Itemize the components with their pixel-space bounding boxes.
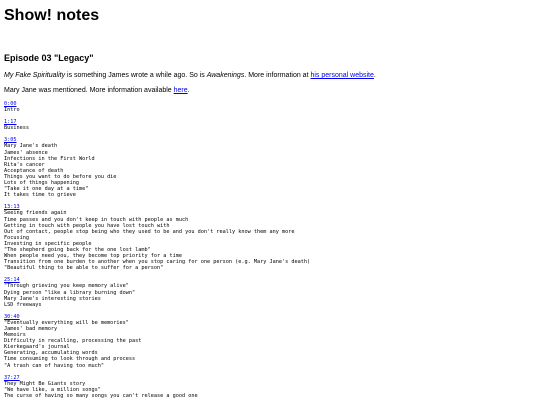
- intro-text-2: . More information at: [244, 72, 311, 79]
- note-line: Out of contact, people stop being who they used to be and you don't really know them any more: [4, 228, 295, 235]
- notes-section: [4, 137, 536, 198]
- note-line: Memoirs: [4, 332, 26, 339]
- timestamp-link[interactable]: 13:13: [4, 204, 20, 211]
- timestamp-link[interactable]: 3:05: [4, 137, 17, 144]
- timestamp-link[interactable]: 37:27: [4, 374, 20, 381]
- note-line: Things you want to do before you die: [4, 173, 117, 180]
- note-line: "Beautiful thing to be able to suffer for a person": [4, 265, 164, 272]
- intro-title-1: My Fake Spirituality: [4, 72, 66, 79]
- notes-section: [4, 119, 536, 131]
- note-line: Time passes and you don't keep in touch with people as much: [4, 216, 189, 223]
- note-line: It takes time to grieve: [4, 192, 76, 199]
- timestamp-link[interactable]: 0:00: [4, 101, 17, 107]
- note-line: Generating, accumulating words: [4, 350, 98, 357]
- note-line: "Through grieving you keep memory alive": [4, 283, 129, 290]
- mary-text-1: Mary Jane was mentioned. More information available: [4, 87, 174, 94]
- note-line: Mary Jane's interesting stories: [4, 295, 101, 302]
- notes-section: [4, 277, 536, 307]
- timestamp-link[interactable]: 30:40: [4, 313, 20, 320]
- timestamp-link[interactable]: 1:17: [4, 119, 17, 126]
- intro-title-2: Awakenings: [206, 72, 245, 79]
- mary-jane-link[interactable]: here: [173, 87, 188, 94]
- note-line: Intro: [4, 107, 20, 114]
- note-line: "Eventually everything will be memories": [4, 319, 129, 326]
- note-line: Investing in specific people: [4, 240, 92, 247]
- note-line: Rita's cancer: [4, 161, 45, 168]
- note-line: LSD freeways: [4, 301, 42, 308]
- timestamp-sections: [4, 101, 536, 399]
- note-line: Lots of things happening: [4, 180, 79, 187]
- page-title: Show! notes: [4, 7, 100, 24]
- notes-section: [4, 314, 536, 369]
- note-line: When people need you, they become top priority for a time: [4, 253, 183, 260]
- note-line: The curse of having so many songs you can't release a good one: [4, 392, 198, 399]
- note-line: Dying person "like a library burning down": [4, 289, 136, 296]
- personal-website-link[interactable]: his personal website: [310, 72, 374, 79]
- note-line: "A trash can of having too much": [4, 362, 104, 369]
- note-line: Seeing friends again: [4, 210, 67, 217]
- note-line: "We have like, a million songs": [4, 386, 101, 393]
- note-line: Difficulty in recalling, processing the past: [4, 338, 142, 345]
- episode-intro: [4, 71, 536, 80]
- note-line: James' bad memory: [4, 326, 58, 332]
- note-line: Infections in the First World: [4, 155, 95, 162]
- notes-section: [4, 101, 536, 113]
- note-line: They Might Be Giants story: [4, 380, 86, 387]
- note-line: Mary Jane's death: [4, 143, 58, 150]
- timestamp-link[interactable]: 25:14: [4, 277, 20, 284]
- notes-section: [4, 204, 536, 271]
- note-line: "The shepherd going back for the one lost lamb": [4, 246, 151, 253]
- intro-text-3: .: [373, 72, 376, 79]
- note-line: James' absence: [4, 149, 48, 156]
- mary-jane-note: [4, 86, 536, 95]
- note-line: Business: [4, 125, 29, 132]
- intro-text-1: is something James wrote a while ago. So is: [65, 72, 207, 79]
- note-line: Acceptance of death: [4, 167, 64, 174]
- mary-text-2: .: [187, 87, 190, 94]
- note-line: Getting in touch with people you have lost touch with: [4, 222, 170, 229]
- episode-heading: Episode 03 "Legacy": [4, 53, 94, 63]
- note-line: Transition from one burden to another when you stop caring for one person (e.g. Mary Jane's death): [4, 259, 311, 266]
- notes-section: [4, 375, 536, 399]
- note-line: Time consuming to look through and process: [4, 356, 136, 363]
- note-line: Focusing: [4, 234, 29, 241]
- note-line: "Take it one day at a time": [4, 186, 89, 193]
- note-line: Kierkegaard's journal: [4, 344, 70, 351]
